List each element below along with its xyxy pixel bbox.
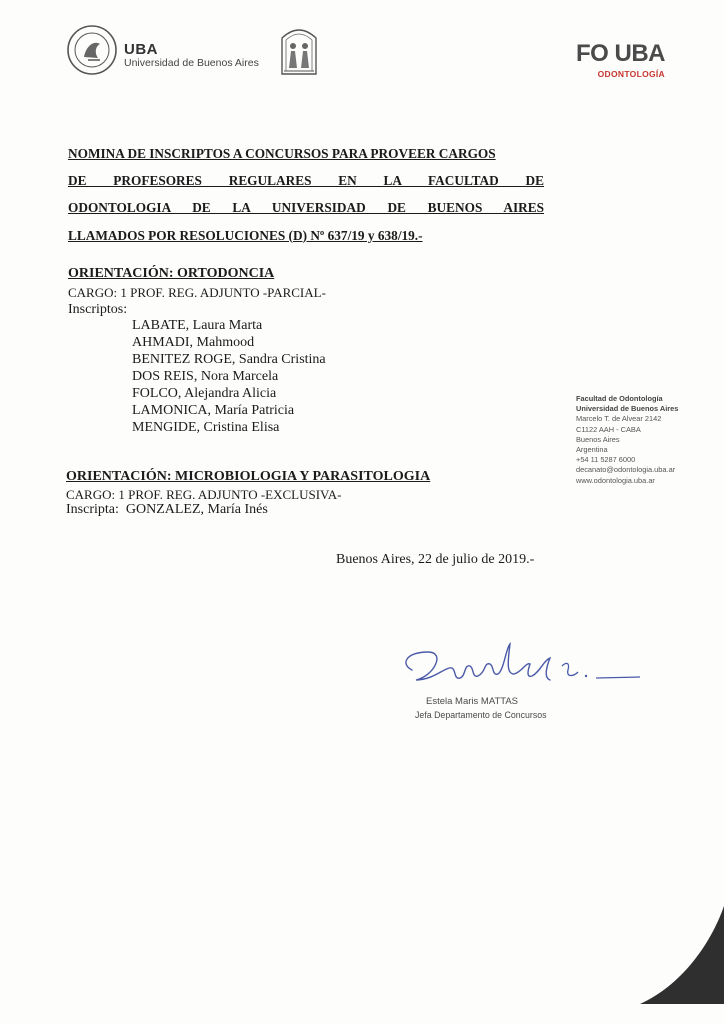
inscriptos-list (132, 317, 326, 436)
title-line-1: NOMINA DE INSCRIPTOS A CONCURSOS PARA PROVEER CARGOS (68, 146, 496, 161)
title-line-4: LLAMADOS POR RESOLUCIONES (D) Nº 637/19 y 638/19.- (68, 227, 423, 243)
list-item: AHMADI, Mahmood (132, 335, 255, 350)
contact-line: Buenos Aires (576, 434, 620, 444)
signatory-role: Jefa Departamento de Concursos (415, 710, 547, 720)
uba-wordmark (124, 42, 259, 70)
contact-line: decanato@odontologia.uba.ar (576, 465, 676, 475)
title-line-3: ODONTOLOGIA DE LA UNIVERSIDAD DE BUENOS AIRES (68, 200, 544, 216)
cargo-microbiologia: CARGO: 1 PROF. REG. ADJUNTO -EXCLUSIVA- (66, 487, 342, 502)
contact-line: Universidad de Buenos Aires (576, 404, 679, 414)
faculty-crest-logo (278, 24, 320, 78)
fo-uba-subtitle: ODONTOLOGÍA (597, 69, 665, 79)
contact-line: Marcelo T. de Alvear 2142 (576, 414, 662, 424)
list-item: LAMONICA, María Patricia (132, 403, 295, 418)
contact-line: C1122 AAH - CABA (576, 424, 641, 434)
section-heading-ortodoncia: ORIENTACIÓN: ORTODONCIA (68, 266, 275, 281)
inscriptos-label: Inscriptos: (68, 302, 128, 317)
inscripta-line: Inscripta: GONZALEZ, María Inés (66, 502, 268, 517)
document-title (68, 140, 544, 249)
list-item: LABATE, Laura Marta (132, 318, 263, 333)
contact-line: +54 11 5287 6000 (576, 455, 636, 465)
handwritten-signature (394, 640, 644, 692)
list-item: BENITEZ ROGE, Sandra Cristina (132, 352, 326, 367)
faculty-contact-block (576, 394, 678, 486)
contact-line: www.odontologia.uba.ar (576, 475, 655, 485)
list-item: DOS REIS, Nora Marcela (132, 369, 279, 384)
fo-uba-logo (576, 42, 665, 79)
title-line-2: DE PROFESORES REGULARES EN LA FACULTAD DE (68, 173, 544, 189)
list-item: MENGIDE, Cristina Elisa (132, 420, 280, 435)
uba-subtitle: Universidad de Buenos Aires (124, 57, 259, 69)
place-date: Buenos Aires, 22 de julio de 2019.- (336, 552, 535, 567)
fo-uba-name: FO UBA (576, 40, 665, 67)
uba-name: UBA (124, 41, 158, 58)
list-item: FOLCO, Alejandra Alicia (132, 386, 277, 401)
contact-line: Facultad de Odontología (576, 394, 663, 403)
section-heading-microbiologia: ORIENTACIÓN: MICROBIOLOGIA Y PARASITOLOGIA (66, 469, 431, 484)
signatory-name: Estela Maris MATTAS (426, 696, 519, 707)
contact-line: Argentina (576, 445, 608, 455)
cargo-ortodoncia: CARGO: 1 PROF. REG. ADJUNTO -PARCIAL- (68, 285, 326, 300)
uba-seal-logo (66, 24, 118, 76)
decorative-corner (640, 906, 724, 1004)
